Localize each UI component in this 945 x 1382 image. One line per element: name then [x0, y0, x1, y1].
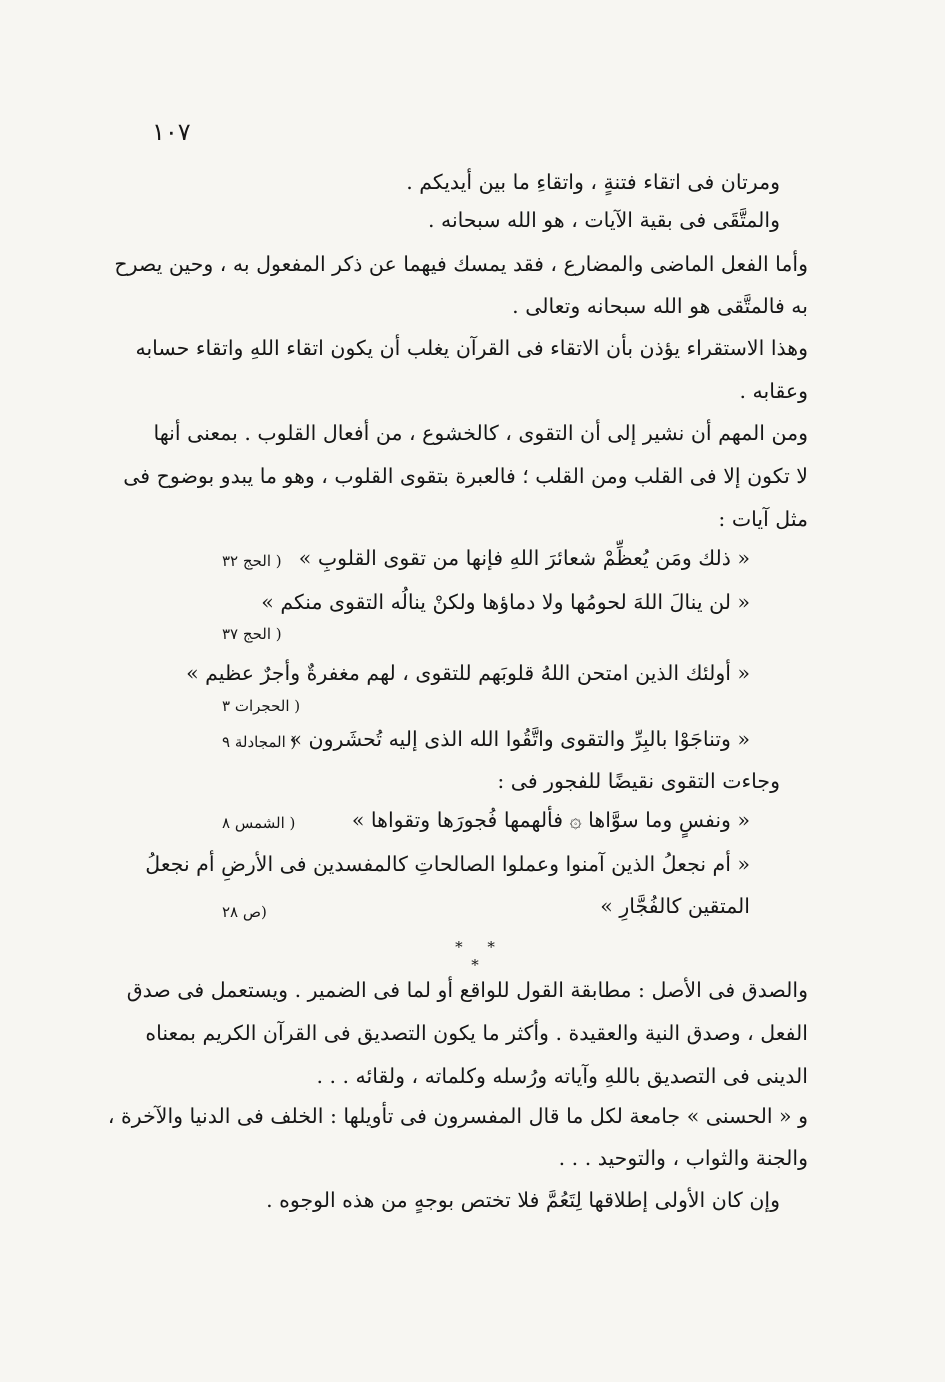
quran-verse: « أولئك الذين امتحن اللهُ قلوبَهم للتقوى ، لهم مغفرةٌ وأجرٌ عظيم » [186, 661, 750, 685]
quran-verse: « ونفسٍ وما سوَّاها ۞ فألهمها فُجورَها وتقواها » [351, 808, 750, 832]
section-separator: * * * [455, 938, 505, 974]
paragraph-line: ومرتان فى اتقاء فتنةٍ ، واتقاءِ ما بين أيديكم . [406, 170, 780, 194]
paragraph-line: لا تكون إلا فى القلب ومن القلب ؛ فالعبرة بتقوى القلوب ، وهو ما يبدو بوضوح فى [123, 464, 808, 488]
verse-reference: ( الحج ٣٢ [222, 552, 282, 570]
verse-reference: ( الشمس ٨ [222, 814, 296, 832]
verse-reference: ( الحجرات ٣ [222, 697, 301, 715]
paragraph-line: وجاءت التقوى نقيضًا للفجور فى : [497, 769, 780, 793]
verse-reference: (ص ٢٨ [222, 903, 267, 921]
paragraph-line: و « الحسنى » جامعة لكل ما قال المفسرون فى تأويلها : الخلف فى الدنيا والآخرة ، [107, 1104, 808, 1128]
quran-verse: « أم نجعلُ الذين آمنوا وعملوا الصالحاتِ كالمفسدين فى الأرضِ أم نجعلُ [145, 852, 750, 876]
paragraph-line: الدينى فى التصديق باللهِ وآياته ورُسله وكلماته ، ولقائه . . . [316, 1064, 808, 1088]
paragraph-line: مثل آيات : [718, 507, 808, 531]
page-number: ١٠٧ [152, 118, 191, 146]
paragraph-line: ومن المهم أن نشير إلى أن التقوى ، كالخشوع ، من أفعال القلوب . بمعنى أنها [153, 421, 808, 445]
quran-verse: « ذلك ومَن يُعظِّمْ شعائرَ اللهِ فإنها من تقوى القلوبِ » [298, 546, 750, 570]
verse-reference: ( الحج ٣٧ [222, 625, 282, 643]
paragraph-line: وعقابه . [739, 379, 808, 403]
paragraph-line: والمتَّقَى فى بقية الآيات ، هو الله سبحانه . [427, 208, 780, 232]
quran-verse: « وتناجَوْا بالبِرِّ والتقوى واتَّقُوا الله الذى إليه تُحشَرون » [289, 727, 750, 751]
paragraph-line: الفعل ، وصدق النية والعقيدة . وأكثر ما يكون التصديق فى القرآن الكريم بمعناه [145, 1021, 808, 1045]
verse-reference: ( المجادلة ٩ [222, 733, 297, 751]
paragraph-line: وهذا الاستقراء يؤذن بأن الاتقاء فى القرآن يغلب أن يكون اتقاء اللهِ واتقاء حسابه [135, 336, 808, 360]
paragraph-line: والصدق فى الأصل : مطابقة القول للواقع أو لما فى الضمير . ويستعمل فى صدق [126, 978, 808, 1002]
paragraph-line: وأما الفعل الماضى والمضارع ، فقد يمسك فيهما عن ذكر المفعول به ، وحين يصرح [114, 252, 808, 276]
paragraph-line: به فالمتَّقى هو الله سبحانه وتعالى . [512, 294, 808, 318]
paragraph-line: وإن كان الأولى إطلاقها لِتَعُمَّ فلا تختص بوجهٍ من هذه الوجوه . [266, 1188, 780, 1212]
quran-verse: « لن ينالَ اللهَ لحومُها ولا دماؤها ولكنْ ينالُه التقوى منكم » [261, 590, 750, 614]
paragraph-line: والجنة والثواب ، والتوحيد . . . [558, 1146, 808, 1170]
quran-verse: المتقين كالفُجَّارِ » [600, 894, 750, 918]
